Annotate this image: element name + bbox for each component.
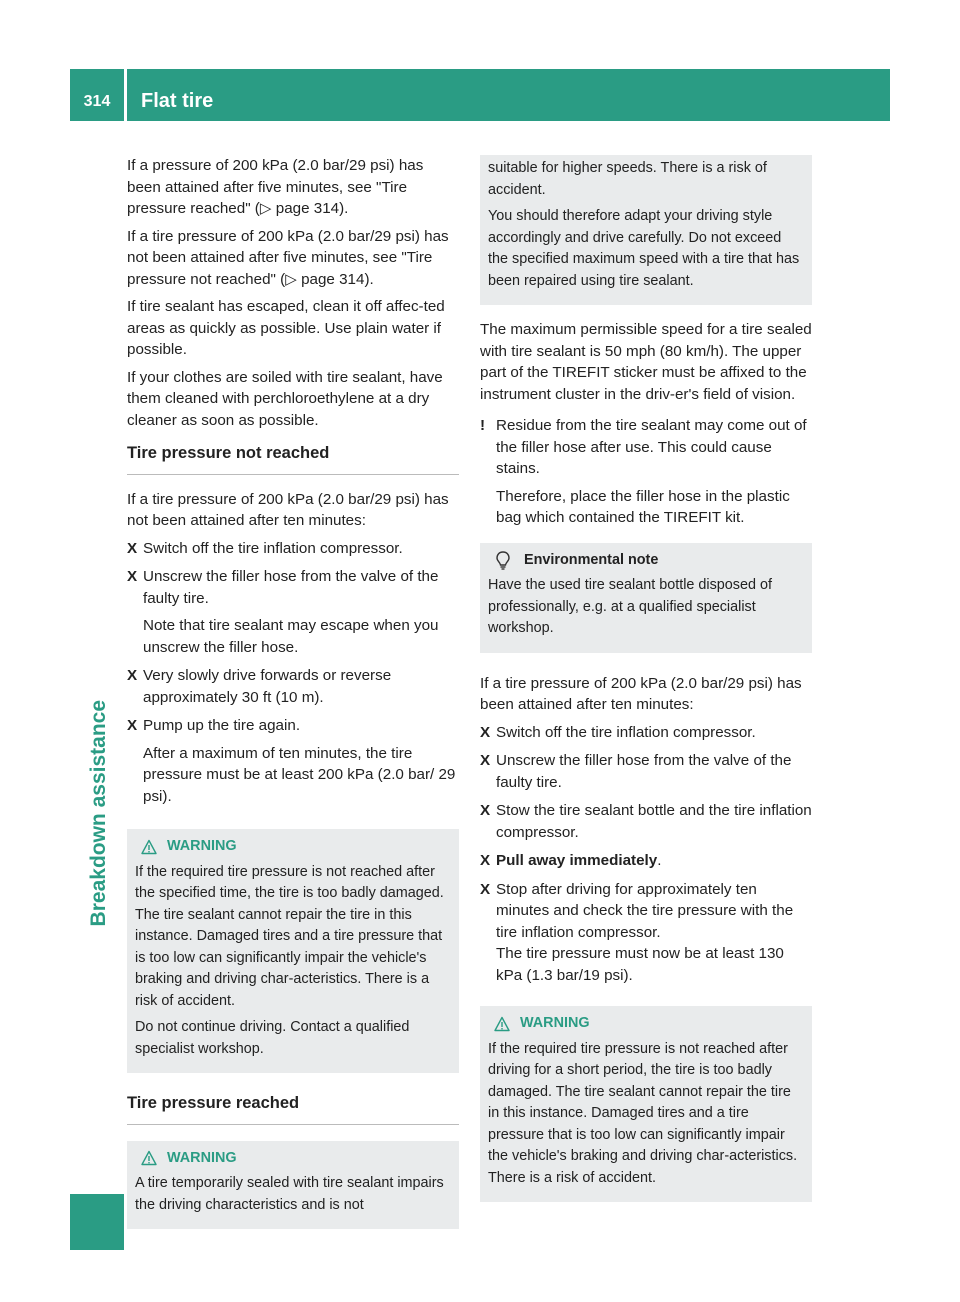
left-column	[127, 155, 459, 1249]
header-divider	[124, 69, 127, 121]
step-marker: X	[127, 568, 138, 585]
step-item	[480, 750, 812, 793]
step-note: After a maximum of ten minutes, the tire pressure must be at least 200 kPa (2.0 bar/ 29 psi).	[143, 744, 456, 805]
warning-title: WARNING	[520, 1015, 590, 1031]
step-marker: X	[480, 802, 491, 819]
env-note-text: Have the used tire sealant bottle disposed of professionally, e.g. at a qualified specialist workshop.	[488, 577, 772, 636]
warning-header	[135, 1148, 451, 1170]
step-text: Stow the tire sealant bottle and the tire inflation compressor.	[496, 802, 812, 841]
intro-paragraph: If your clothes are soiled with tire sealant, have them cleaned with perchloroethylene at a dry cleaner as soon as possible.	[127, 368, 443, 429]
step-note: The tire pressure must now be at least 130 kPa (1.3 bar/19 psi).	[496, 945, 784, 984]
step-item	[480, 850, 812, 872]
warning-box-continued	[480, 155, 812, 305]
warning-title: WARNING	[167, 838, 237, 854]
step-item	[480, 800, 812, 843]
section-intro: If a tire pressure of 200 kPa (2.0 bar/29 psi) has been attained after ten minutes:	[480, 674, 802, 713]
warning-header	[488, 1013, 804, 1035]
step-text: Unscrew the filler hose from the valve of the faulty tire.	[143, 568, 439, 607]
step-marker: X	[480, 852, 491, 869]
intro-paragraph: If a tire pressure of 200 kPa (2.0 bar/29 psi) has not been attained after five minutes, see "Tire pressure not reached" (▷ page 314).	[127, 227, 449, 288]
step-marker: X	[480, 752, 491, 769]
step-item	[127, 715, 459, 807]
warning-text: Do not continue driving. Contact a qualified specialist workshop.	[135, 1019, 410, 1057]
warning-box	[127, 829, 459, 1073]
speed-paragraph: The maximum permissible speed for a tire sealed with tire sealant is 50 mph (80 km/h). The upper part of the TIREFIT sticker must be affixed to the instrument cluster in the driv-er's field of vision.	[480, 321, 812, 403]
section-intro: If a tire pressure of 200 kPa (2.0 bar/29 psi) has not been attained after ten minutes:	[127, 490, 449, 529]
step-item	[480, 879, 812, 987]
side-tab-block	[70, 1194, 124, 1250]
warning-box	[127, 1141, 459, 1230]
warning-text: suitable for higher speeds. There is a risk of accident.	[488, 160, 767, 198]
warning-title: WARNING	[167, 1149, 237, 1166]
step-marker: X	[127, 717, 138, 734]
step-marker: X	[127, 539, 138, 557]
step-text: Switch off the tire inflation compressor.	[143, 539, 403, 557]
step-marker: X	[127, 667, 138, 684]
warning-box	[480, 1006, 812, 1202]
section-heading-reached: Tire pressure reached	[127, 1093, 459, 1125]
step-item	[127, 538, 459, 560]
step-text: Unscrew the filler hose from the valve of the faulty tire.	[496, 752, 792, 791]
step-text: Switch off the tire inflation compressor.	[496, 723, 756, 741]
bold-instruction: Pull away immediately	[496, 852, 658, 869]
warning-text: If the required tire pressure is not reached after driving for a short period, the tire is too badly damaged. The tire sealant cannot repair the tire in this instance. Damaged tires and a tire pressure that is too low can significantly impair the vehicle's braking and driving char-acteristics. There is a risk of accident.	[488, 1040, 798, 1186]
step-marker: X	[480, 723, 491, 741]
exclamation-icon: !	[480, 417, 486, 434]
section-heading-not-reached: Tire pressure not reached	[127, 443, 459, 475]
warning-triangle-icon	[494, 1016, 510, 1032]
env-note-title: Environmental note	[524, 551, 659, 568]
step-item	[127, 665, 459, 708]
environmental-note-box	[480, 543, 812, 653]
warning-text: If the required tire pressure is not reached after the specified time, the tire is too badly damaged. The tire sealant cannot repair the tire in this instance. Damaged tires and a tire pressure that is too low can significantly impair the vehicle's braking and driving char-acteristics. There is a risk of accident.	[135, 863, 444, 1009]
step-text: Pump up the tire again.	[143, 717, 301, 734]
step-text: Stop after driving for approximately ten minutes and check the tire pressure with the tire inflation compressor.	[496, 880, 794, 941]
chapter-title: Flat tire	[141, 90, 214, 112]
env-note-header	[488, 550, 804, 572]
step-suffix: .	[657, 852, 662, 869]
warning-triangle-icon	[141, 1150, 157, 1166]
caution-note	[480, 415, 812, 529]
side-tab-label: Breakdown assistance	[87, 700, 110, 927]
step-note: Note that tire sealant may escape when you unscrew the filler hose.	[143, 617, 439, 656]
step-item	[480, 722, 812, 744]
warning-header	[135, 836, 451, 858]
warning-text: You should therefore adapt your driving style accordingly and drive carefully. Do not exceed the specified maximum speed with a tire that has been repaired using tire sealant.	[488, 208, 800, 289]
warning-text: A tire temporarily sealed with tire sealant impairs the driving characteristics and is not	[135, 1175, 444, 1213]
intro-paragraph: If tire sealant has escaped, clean it off affec-ted areas as quickly as possible. Use plain water if possible.	[127, 298, 445, 358]
step-item	[127, 566, 459, 658]
intro-paragraph: If a pressure of 200 kPa (2.0 bar/29 psi) has been attained after five minutes, see "Tire pressure reached" (▷ page 314).	[127, 157, 424, 217]
warning-triangle-icon	[141, 839, 157, 855]
step-text: Very slowly drive forwards or reverse approximately 30 ft (10 m).	[143, 667, 392, 706]
page-number: 314	[83, 93, 111, 111]
right-column	[480, 155, 812, 1222]
step-text-bold	[496, 850, 812, 872]
caution-text: Therefore, place the filler hose in the plastic bag which contained the TIREFIT kit.	[496, 487, 790, 526]
step-marker: X	[480, 880, 491, 898]
caution-text: Residue from the tire sealant may come out of the filler hose after use. This could cause stains.	[496, 417, 807, 477]
lightbulb-icon	[494, 550, 512, 570]
